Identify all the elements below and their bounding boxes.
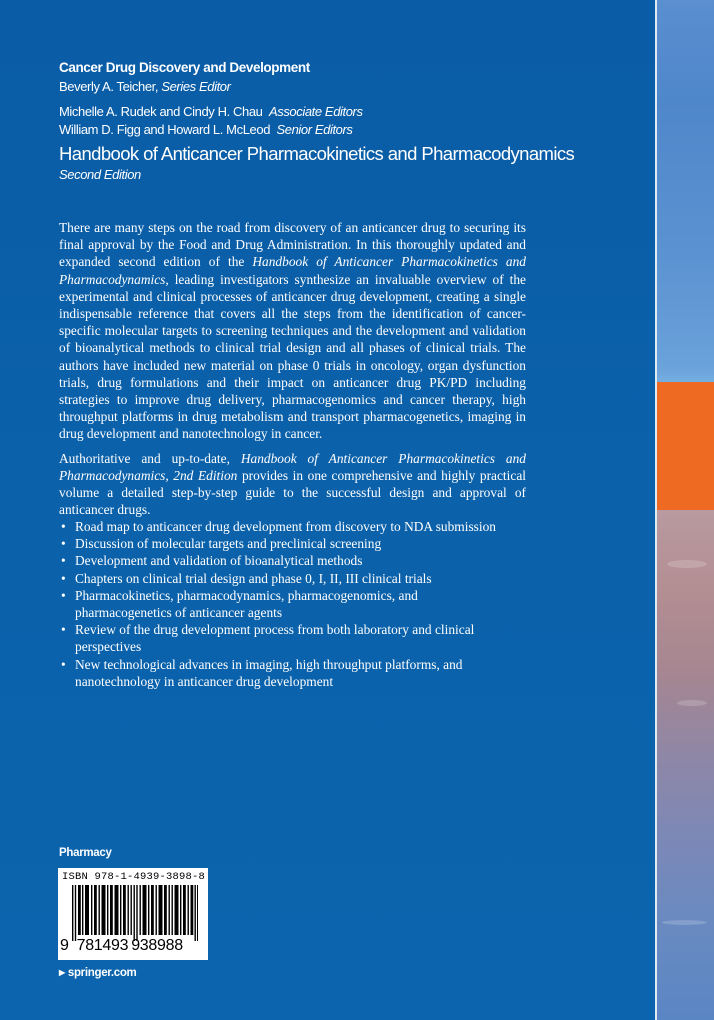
list-item <box>59 587 515 621</box>
cloud-wisp <box>677 700 707 706</box>
list-item-text: New technological advances in imaging, high throughput platforms, and nanotechnology in anticancer drug development <box>75 656 463 689</box>
blurb-text: Authoritative and up-to-date, <box>59 450 241 466</box>
senior-editors <box>59 121 619 139</box>
blurb-text: There are many steps on the road from discovery of an anticancer drug to securing its final approval by the Food and Drug Administration. In this thoroughly updated and expanded second edition of the <box>59 220 526 270</box>
publisher-link[interactable] <box>59 967 136 979</box>
bullet-icon: • <box>61 587 66 603</box>
list-item <box>59 535 526 552</box>
book-title: Handbook of Anticancer Pharmacokinetics and Pharmacodynamics <box>59 143 575 164</box>
blurb-text: , leading investigators synthesize an invaluable overview of the experimental and clinical processes of anticancer drug development, creating a single indispensable reference that covers all the steps from the identification of cancer-specific molecular targets to screening techniques and the development and validation of bioanalytical methods to clinical trial design and all phases of clinical trials. The authors have included new material on phase 0 trials in oncology, organ dysfunction trials, drug formulations and their impact on anticancer drug PK/PD including strategies to improve drug delivery, pharmacogenomics and cancer therapy, high throughput platforms in drug metabolism and transport pharmacogenetics, imaging in drug development and nanotechnology in cancer. <box>59 271 526 442</box>
bullet-icon: • <box>61 656 66 672</box>
list-item-text: Pharmacokinetics, pharmacodynamics, pharmacogenomics, and pharmacogenetics of anticancer agents <box>75 587 418 621</box>
blurb-book-title: Handbook of Anticancer Pharmacokinetics and Pharmacodynamics <box>59 254 526 287</box>
isbn-label: ISBN 978-1-4939-3898-8 <box>62 871 206 883</box>
barcode-bars-icon <box>72 885 198 941</box>
series-editor-name: Beverly A. Teicher, <box>59 79 162 94</box>
feature-list <box>59 518 526 690</box>
bullet-icon: • <box>61 622 66 638</box>
list-item-text: Review of the drug development process from both laboratory and clinical perspectives <box>75 622 475 655</box>
list-item <box>59 552 526 569</box>
associate-editors-names: Michelle A. Rudek and Cindy H. Chau <box>59 104 263 119</box>
series-title: Cancer Drug Discovery and Development <box>59 60 310 75</box>
edition-label: Second Edition <box>59 167 141 182</box>
list-item-text: Chapters on clinical trial design and phase 0, I, II, III clinical trials <box>75 570 432 586</box>
list-item-text: Development and validation of bioanalytical methods <box>75 553 363 569</box>
barcode-right-digits: 938988 <box>131 937 183 954</box>
bullet-icon: • <box>61 570 66 586</box>
series-editor-role: Series Editor <box>161 79 231 94</box>
cloud-wisp <box>667 560 707 568</box>
series-editor <box>59 78 619 96</box>
associate-editors <box>59 103 619 121</box>
bullet-icon: • <box>61 519 66 534</box>
blurb-text: provides in one comprehensive and highly practical volume a detailed step-by-step guide to the successful design and approval of anticancer drugs. <box>59 467 526 518</box>
associate-editors-role: Associate Editors <box>268 104 363 119</box>
list-item-text: Discussion of molecular targets and preclinical screening <box>75 536 382 552</box>
list-item <box>59 621 515 655</box>
list-item-text: Road map to anticancer drug development from discovery to NDA submission <box>75 519 496 534</box>
senior-editors-role: Senior Editors <box>276 122 353 137</box>
barcode-digits <box>60 937 183 955</box>
senior-editors-names: William D. Figg and Howard L. McLeod <box>59 122 271 137</box>
list-item <box>59 518 526 535</box>
list-item <box>59 570 526 587</box>
barcode-left-digits: 781493 <box>76 937 129 954</box>
blurb-paragraph-2 <box>59 450 526 519</box>
publisher-url: springer.com <box>67 967 137 979</box>
bullet-icon: • <box>61 553 66 569</box>
cloud-wisp <box>662 920 707 925</box>
cover-header <box>59 59 619 184</box>
blurb-paragraph-1 <box>59 219 526 443</box>
list-item <box>59 656 515 690</box>
blurb <box>59 219 526 525</box>
barcode-lead-digit: 9 <box>60 937 69 954</box>
subject-category: Pharmacy <box>59 847 112 859</box>
blurb-book-title: Handbook of Anticancer Pharmacokinetics and Pharmacodynamics, 2nd Edition <box>59 450 526 483</box>
cover-photo-strip <box>657 0 714 1020</box>
isbn-barcode <box>58 868 208 960</box>
bullet-icon: • <box>61 536 66 552</box>
play-arrow-icon: ▶ <box>59 968 65 977</box>
orange-accent-band <box>657 382 714 510</box>
